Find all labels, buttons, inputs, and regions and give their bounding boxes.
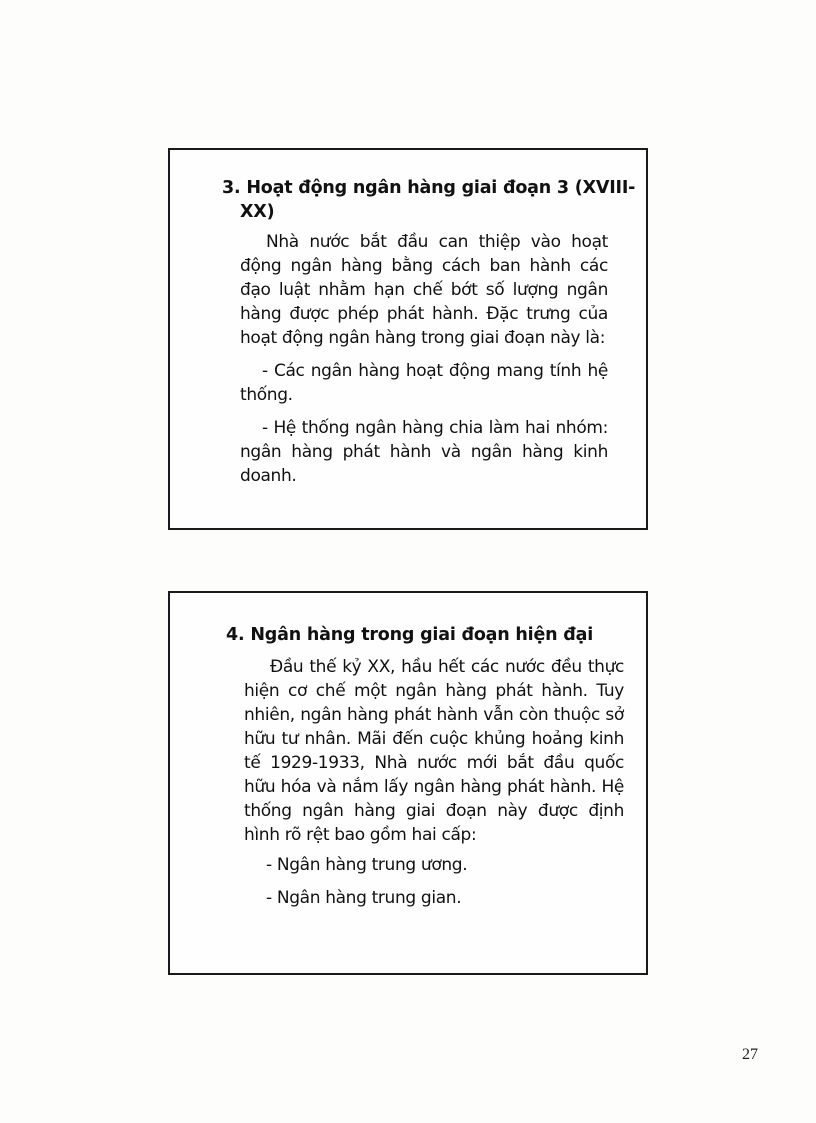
bullet-item: - Các ngân hàng hoạt động mang tính hệ thống. xyxy=(240,361,608,405)
slide-body xyxy=(240,230,608,488)
page-number: 27 xyxy=(742,1046,758,1063)
slide-title: 3. Hoạt động ngân hàng giai đoạn 3 (XVIII-XX) xyxy=(222,178,636,222)
slide-body xyxy=(244,655,624,910)
slide-paragraph: Đầu thế kỷ XX, hầu hết các nước đều thực hiện cơ chế một ngân hàng phát hành. Tuy nhiên, ngân hàng phát hành vẫn còn thuộc sở hữu tư nhân. Mãi đến cuộc khủng hoảng kinh tế 1929-1933, Nhà nước mới bắt đầu quốc hữu hóa và nắm lấy ngân hàng phát hành. Hệ thống ngân hàng giai đoạn này được định hình rõ rệt bao gồm hai cấp: xyxy=(244,657,624,845)
slide-banking-stage-3 xyxy=(168,148,648,530)
slide-title: 4. Ngân hàng trong giai đoạn hiện đại xyxy=(226,625,594,645)
slide-modern-banking xyxy=(168,591,648,975)
bullet-item: - Ngân hàng trung ương. xyxy=(266,855,468,875)
bullet-item: - Hệ thống ngân hàng chia làm hai nhóm: ngân hàng phát hành và ngân hàng kinh doanh. xyxy=(240,418,608,486)
slide-paragraph: Nhà nước bắt đầu can thiệp vào hoạt động ngân hàng bằng cách ban hành các đạo luật nhằm hạn chế bớt số lượng ngân hàng được phép phát hành. Đặc trưng của hoạt động ngân hàng trong giai đoạn này là: xyxy=(240,232,608,348)
bullet-item: - Ngân hàng trung gian. xyxy=(266,888,462,908)
